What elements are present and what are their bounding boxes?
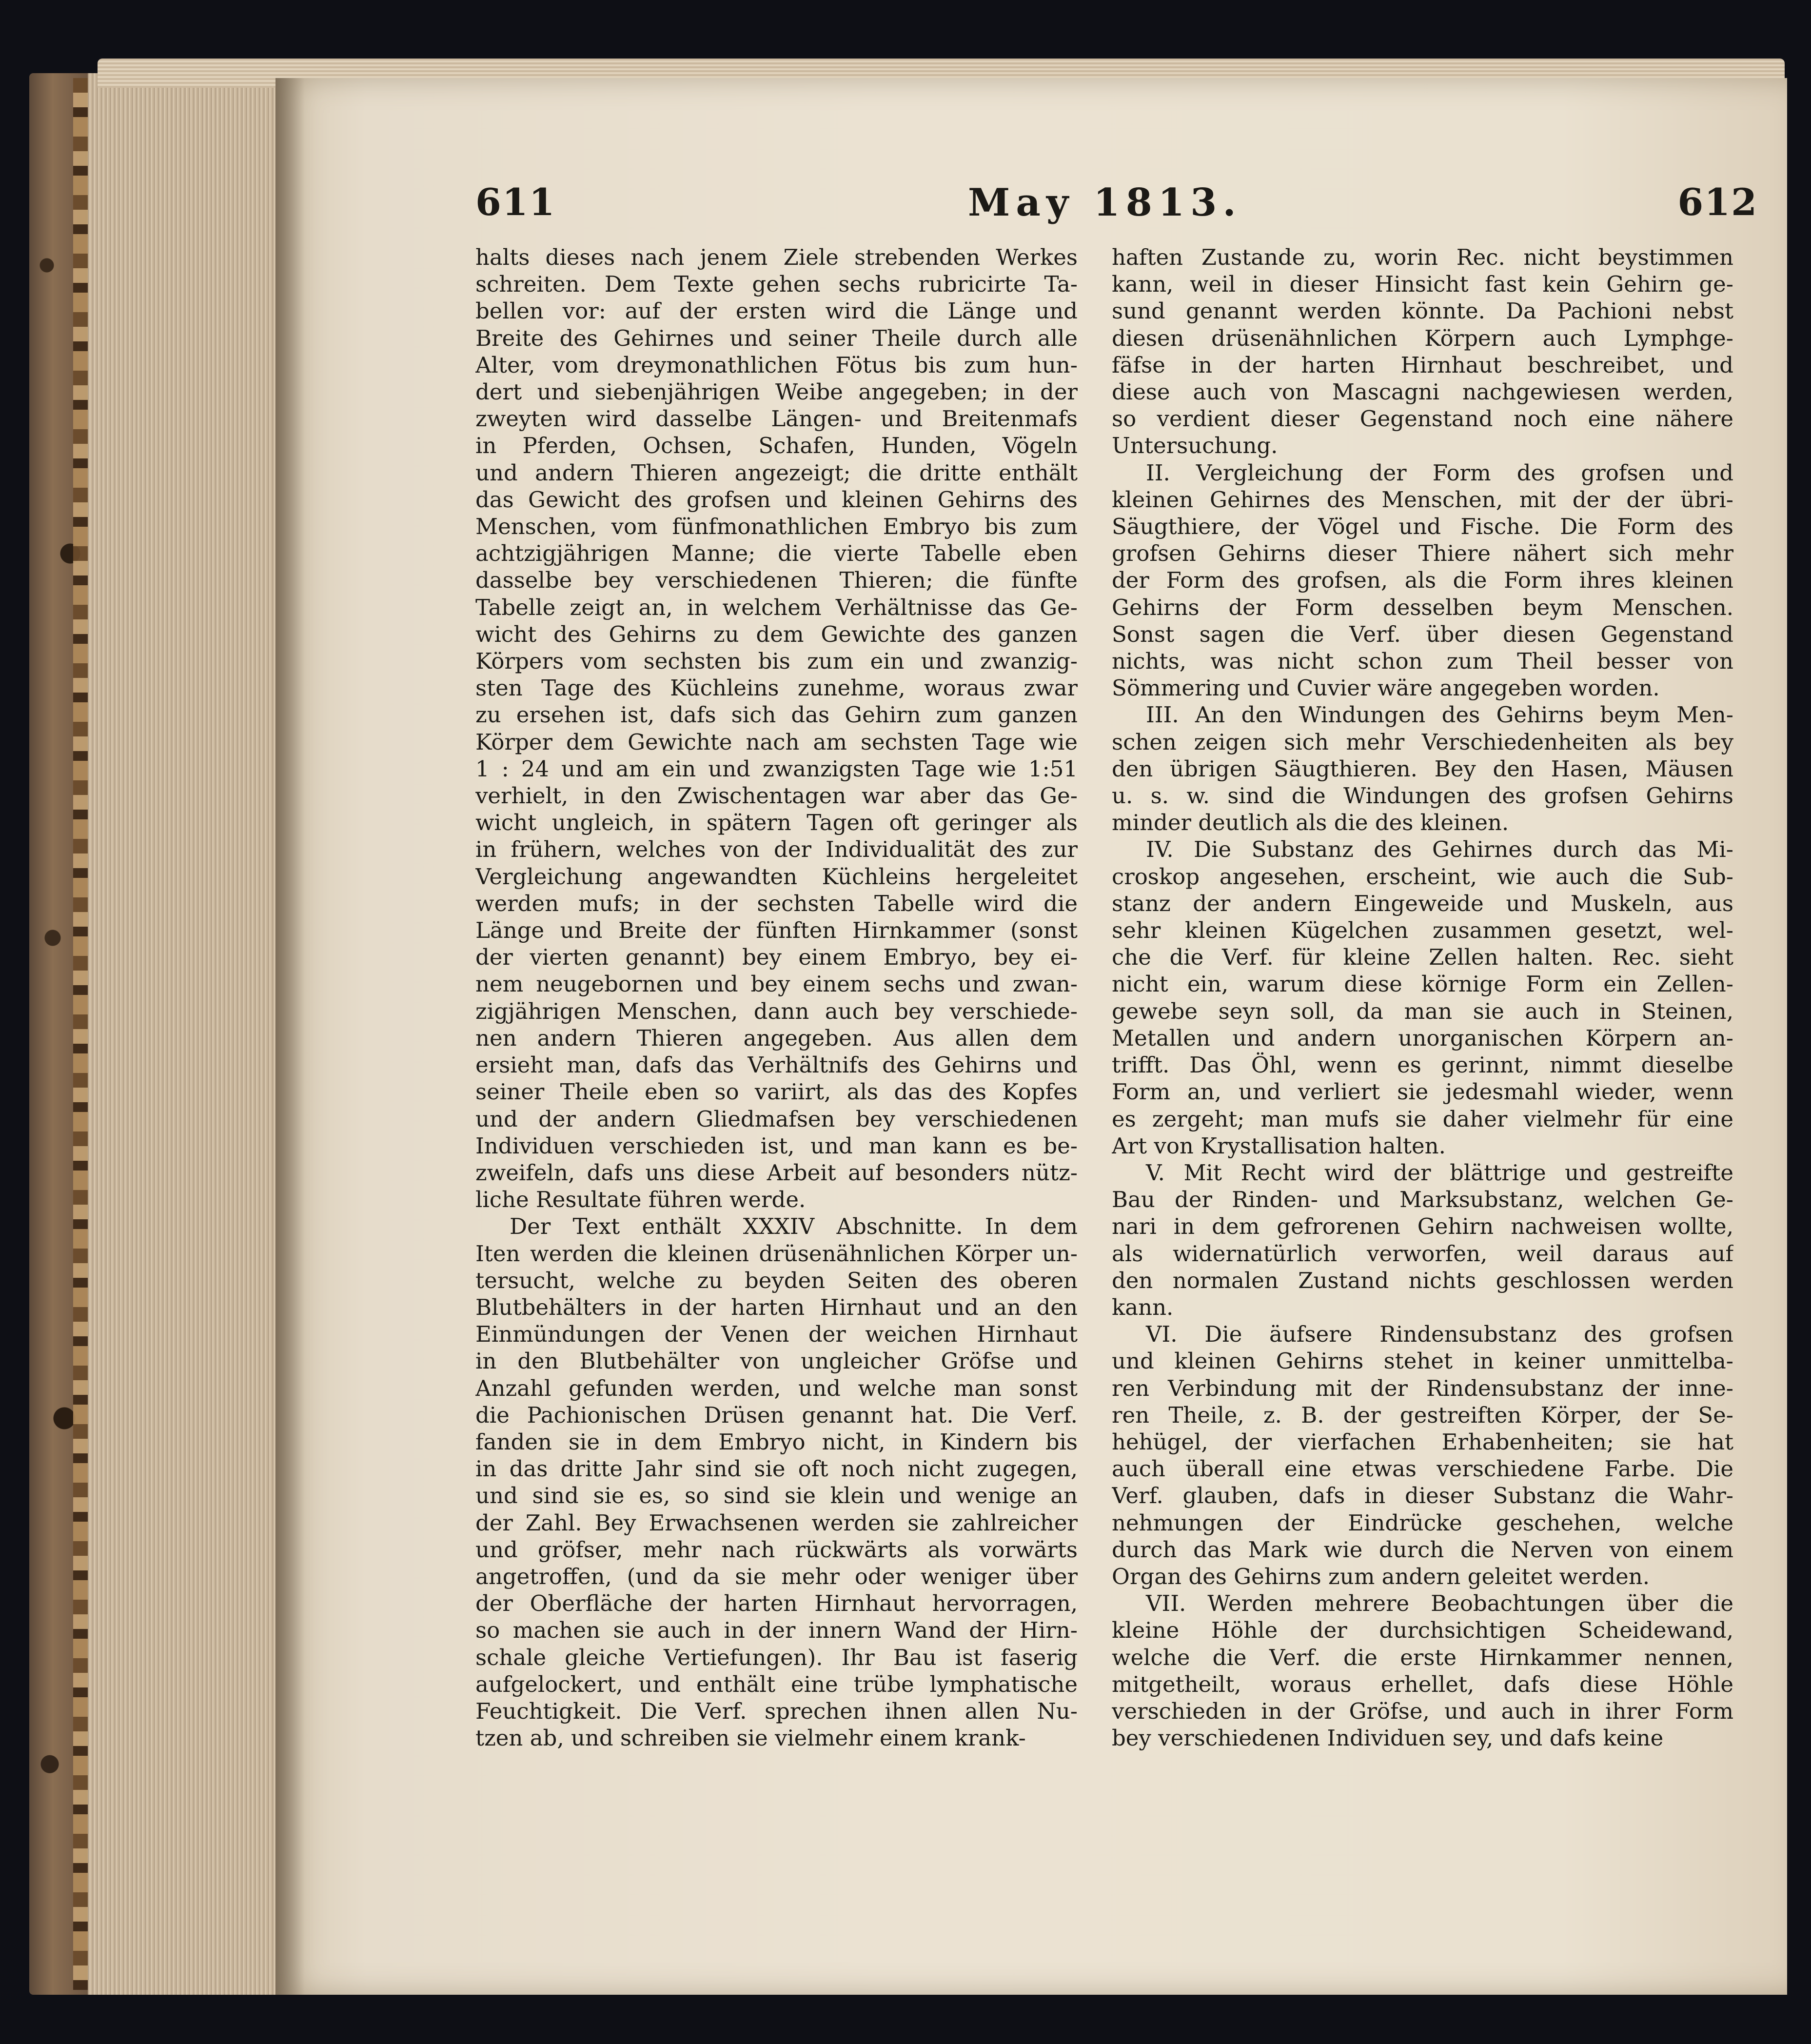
text-line: diesen drüsenähnlichen Körpern auch Lymphge- [1112,325,1733,351]
text-line: ren Theile, z. B. der gestreiften Körper, der Se- [1112,1402,1733,1428]
text-line: zweyten wird dasselbe Längen- und Breitenmafs [475,406,1078,432]
text-line: Art von Krystallisation halten. [1112,1132,1446,1159]
text-line: wicht ungleich, in spätern Tagen oft geringer als [475,810,1078,836]
text-line: Metallen und andern unorganischen Körpern an- [1112,1025,1733,1051]
text-line: II. Vergleichung der Form des grofsen und [1146,459,1733,486]
text-line: Der Text enthält XXXIV Abschnitte. In dem [510,1213,1078,1240]
text-line: verhielt, in den Zwischentagen war aber das Ge- [475,783,1078,809]
text-line: verschieden in der Gröfse, und auch in ihrer Form [1112,1698,1733,1724]
text-line: und andern Thieren angezeigt; die dritte enthält [475,459,1078,486]
text-line: in das dritte Jahr sind sie oft noch nicht zugegen, [475,1456,1078,1482]
text-line: tersucht, welche zu beyden Seiten des oberen [475,1267,1078,1293]
text-line: auch überall eine etwas verschiedene Farbe. Die [1112,1456,1733,1482]
text-line: seiner Theile eben so variirt, als das des Kopfes [475,1079,1078,1105]
text-line: welche die Verf. die erste Hirnkammer nennen, [1112,1644,1733,1670]
page-edges [88,73,283,1995]
text-line: die Pachionischen Drüsen genannt hat. Die Verf. [475,1402,1078,1428]
text-line: Einmündungen der Venen der weichen Hirnhaut [475,1321,1078,1348]
text-line: diese auch von Mascagni nachgewiesen werden, [1112,379,1733,405]
text-line: den übrigen Säugthieren. Bey den Hasen, Mäusen [1112,755,1733,782]
text-line: IV. Die Substanz des Gehirnes durch das Mi- [1146,836,1733,863]
text-line: Bau der Rinden- und Marksubstanz, welchen Ge- [1112,1187,1733,1213]
text-line: stanz der andern Eingeweide und Muskeln, aus [1112,890,1733,916]
text-line: wicht des Gehirns zu dem Gewichte des ganzen [475,621,1078,647]
text-line: Alter, vom dreymonathlichen Fötus bis zum hun- [475,352,1078,378]
text-line: 1 : 24 und am ein und zwanzigsten Tage wie 1:51 [475,755,1078,782]
text-line: kleinen Gehirnes des Menschen, mit der der übri- [1112,486,1733,513]
text-line: III. An den Windungen des Gehirns beym Men- [1146,702,1733,728]
text-line: V. Mit Recht wird der blättrige und gestreifte [1146,1159,1733,1186]
text-line: u. s. w. sind die Windungen des grofsen Gehirns [1112,783,1733,809]
text-line: nari in dem gefrorenen Gehirn nachweisen wollte, [1112,1213,1733,1240]
text-line: dasselbe bey verschiedenen Thieren; die fünfte [475,567,1078,594]
text-line: tzen ab, und schreiben sie vielmehr einem krank- [475,1725,1026,1751]
text-line: nem neugebornen und bey einem sechs und zwan- [475,971,1078,997]
text-line: Iten werden die kleinen drüsenähnlichen Körper un- [475,1240,1078,1267]
text-line: ersieht man, dafs das Verhältnifs des Gehirns und [475,1052,1078,1078]
text-line: angetroffen, (und da sie mehr oder weniger über [475,1563,1078,1589]
text-line: Breite des Gehirnes und seiner Theile durch alle [475,325,1078,351]
text-line: fanden sie in dem Embryo nicht, in Kindern bis [475,1429,1078,1455]
text-line: nen andern Thieren angegeben. Aus allen dem [475,1025,1078,1051]
text-line: und sind sie es, so sind sie klein und wenige an [475,1483,1078,1509]
text-line: VII. Werden mehrere Beobachtungen über die [1146,1590,1733,1617]
text-line: nehmungen der Eindrücke geschehen, welche [1112,1509,1733,1536]
text-line: achtzigjährigen Manne; die vierte Tabelle eben [475,540,1078,567]
text-line: werden mufs; in der sechsten Tabelle wird die [475,890,1078,916]
text-line: Vergleichung angewandten Küchleins hergeleitet [475,863,1078,890]
text-line: nichts, was nicht schon zum Theil besser von [1112,648,1733,675]
text-line: Menschen, vom fünfmonathlichen Embryo bis zum [475,514,1078,540]
text-line: Körper dem Gewichte nach am sechsten Tage wie [475,729,1078,755]
text-line: schreiten. Dem Texte gehen sechs rubricirte Ta- [475,271,1078,298]
text-line: Tabelle zeigt an, in welchem Verhältnisse das Ge- [475,594,1078,620]
text-line: grofsen Gehirns dieser Thiere nähert sich mehr [1112,540,1733,567]
text-line: schale gleiche Vertiefungen). Ihr Bau ist faserig [475,1644,1078,1670]
text-line: dert und siebenjährigen Weibe angegeben; in der [475,379,1078,405]
text-line: trifft. Das Öhl, wenn es gerinnt, nimmt dieselbe [1112,1052,1733,1078]
text-line: in den Blutbehälter von ungleicher Gröfse und [475,1348,1078,1374]
text-line: Verf. glauben, dafs in dieser Substanz die Wahr- [1112,1483,1733,1509]
text-line: als widernatürlich verworfen, weil daraus auf [1112,1240,1733,1267]
text-line: gewebe seyn soll, da man sie auch in Steinen, [1112,998,1733,1024]
book-page [276,78,1787,1995]
text-line: VI. Die äufsere Rindensubstanz des grofsen [1146,1321,1733,1348]
text-line: zigjährigen Menschen, dann auch bey verschiede- [475,998,1078,1024]
text-line: Organ des Gehirns zum andern geleitet werden. [1112,1563,1650,1589]
right-page-number: 612 [1677,180,1758,224]
text-line: der Form des grofsen, als die Form ihres kleinen [1112,567,1733,594]
text-line: der Oberfläche der harten Hirnhaut hervorragen, [475,1590,1078,1617]
spine-shadow [276,78,305,1995]
text-line: nicht ein, warum diese körnige Form ein Zellen- [1112,971,1733,997]
text-line: fäfse in der harten Hirnhaut beschreibet, und [1112,352,1733,378]
text-line: der vierten genannt) bey einem Embryo, bey ei- [475,944,1078,971]
page-header [276,180,1787,249]
text-line: che die Verf. für kleine Zellen halten. Rec. sieht [1112,944,1733,971]
text-line: hehügel, der vierfachen Erhabenheiten; sie hat [1112,1429,1733,1455]
text-line: kann. [1112,1294,1174,1320]
text-line: Anzahl gefunden werden, und welche man sonst [475,1375,1078,1401]
text-line: Sonst sagen die Verf. über diesen Gegenstand [1112,621,1733,647]
text-line: bellen vor: auf der ersten wird die Länge und [475,298,1078,324]
text-line: minder deutlich als die des kleinen. [1112,810,1509,836]
text-line: und der andern Gliedmafsen bey verschiedenen [475,1106,1078,1132]
text-line: in frühern, welches von der Individualität des zur [475,836,1078,863]
text-line: in Pferden, Ochsen, Schafen, Hunden, Vögeln [475,433,1078,459]
text-line: Blutbehälters in der harten Hirnhaut und an den [475,1294,1078,1320]
text-line: Körpers vom sechsten bis zum ein und zwanzig- [475,648,1078,675]
text-line: haften Zustande zu, worin Rec. nicht beystimmen [1112,244,1733,270]
text-line: es zergeht; man mufs sie daher vielmehr für eine [1112,1106,1733,1132]
text-line: halts dieses nach jenem Ziele strebenden Werkes [475,244,1078,270]
text-line: schen zeigen sich mehr Verschiedenheiten als bey [1112,729,1733,755]
text-line: zweifeln, dafs uns diese Arbeit auf besonders nütz- [475,1159,1078,1186]
text-line: Länge und Breite der fünften Hirnkammer (sonst [475,917,1078,944]
right-text-column [1112,244,1733,1766]
text-line: und gröfser, mehr nach rückwärts als vorwärts [475,1536,1078,1563]
text-line: zu ersehen ist, dafs sich das Gehirn zum ganzen [475,702,1078,728]
text-line: Individuen verschieden ist, und man kann es be- [475,1132,1078,1159]
left-page-number: 611 [475,180,556,224]
text-line: das Gewicht des grofsen und kleinen Gehirns des [475,486,1078,513]
text-line: und kleinen Gehirns stehet in keiner unmittelba- [1112,1348,1733,1374]
text-line: kleine Höhle der durchsichtigen Scheidewand, [1112,1617,1733,1644]
text-line: mitgetheilt, woraus erhellet, dafs diese Höhle [1112,1671,1733,1697]
left-text-column [475,244,1078,1766]
text-line: kann, weil in dieser Hinsicht fast kein Gehirn ge- [1112,271,1733,298]
text-line: sten Tage des Küchleins zunehme, woraus zwar [475,675,1078,701]
text-line: Form an, und verliert sie jedesmahl wieder, wenn [1112,1079,1733,1105]
text-line: der Zahl. Bey Erwachsenen werden sie zahlreicher [475,1509,1078,1536]
text-line: sund genannt werden könnte. Da Pachioni nebst [1112,298,1733,324]
text-line: Untersuchung. [1112,433,1278,459]
text-line: bey verschiedenen Individuen sey, und dafs keine [1112,1725,1664,1751]
text-line: Säugthiere, der Vögel und Fische. Die Form des [1112,514,1733,540]
text-line: durch das Mark wie durch die Nerven von einem [1112,1536,1733,1563]
text-line: den normalen Zustand nichts geschlossen werden [1112,1267,1733,1293]
text-line: liche Resultate führen werde. [475,1187,806,1213]
text-line: so machen sie auch in der innern Wand der Hirn- [475,1617,1078,1644]
text-line: croskop angesehen, erscheint, wie auch die Sub- [1112,863,1733,890]
text-line: so verdient dieser Gegenstand noch eine nähere [1112,406,1733,432]
text-line: ren Verbindung mit der Rindensubstanz der inne- [1112,1375,1733,1401]
text-line: sehr kleinen Kügelchen zusammen gesetzt, wel- [1112,917,1733,944]
text-line: Gehirns der Form desselben beym Menschen. [1112,594,1733,620]
text-line: Sömmering und Cuvier wäre angegeben worden. [1112,675,1660,701]
text-line: aufgelockert, und enthält eine trübe lymphatische [475,1671,1078,1697]
text-line: Feuchtigkeit. Die Verf. sprechen ihnen allen Nu- [475,1698,1078,1724]
running-title: May 1813. [968,180,1242,225]
